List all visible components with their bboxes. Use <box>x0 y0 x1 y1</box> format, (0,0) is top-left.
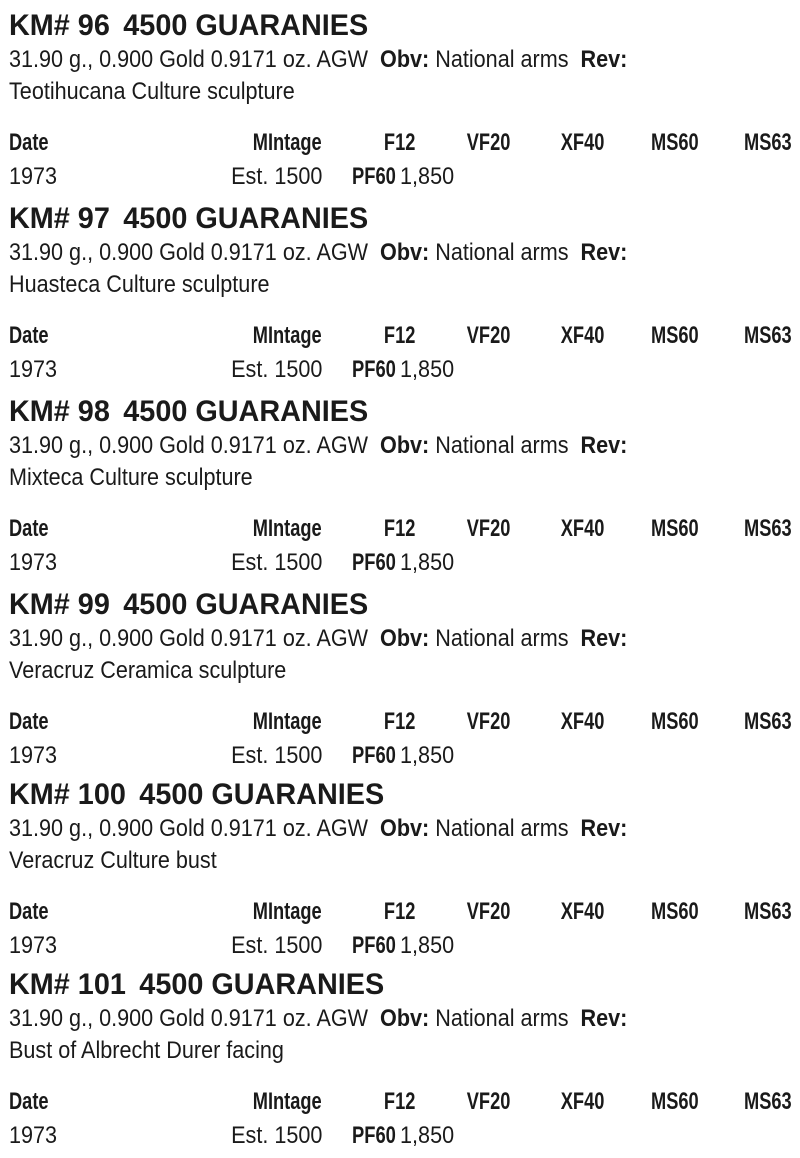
reverse-label: Rev: <box>580 432 628 459</box>
column-f12: F12 <box>383 322 415 349</box>
coin-entry <box>0 201 800 391</box>
column-ms63: MS63 <box>744 322 792 349</box>
row-mintage: Est. 1500 <box>230 549 322 576</box>
obverse-label: Obv: <box>380 625 430 652</box>
column-f12: F12 <box>383 515 415 542</box>
column-vf20: VF20 <box>466 1088 510 1115</box>
specs-text: 31.90 g., 0.900 Gold 0.9171 oz. AGW <box>9 1005 369 1032</box>
km-number: KM# 96 <box>9 9 110 42</box>
column-xf40: XF40 <box>560 129 604 156</box>
column-mintage: MIntage <box>253 515 322 542</box>
grade-header-row <box>0 705 800 739</box>
column-ms63: MS63 <box>744 129 792 156</box>
grade-header-row <box>0 895 800 929</box>
grade-header-row <box>0 126 800 160</box>
column-vf20: VF20 <box>466 129 510 156</box>
proof-price: 1,850 <box>400 356 455 383</box>
value-row <box>0 739 800 773</box>
column-ms63: MS63 <box>744 898 792 925</box>
row-date: 1973 <box>9 356 58 383</box>
column-ms60: MS60 <box>651 322 699 349</box>
reverse-text: Teotihucana Culture sculpture <box>9 78 295 105</box>
denomination: 4500 GUARANIES <box>139 968 385 1001</box>
km-number: KM# 100 <box>9 778 126 811</box>
proof-grade-label: PF60 <box>352 549 396 576</box>
column-date: Date <box>9 708 49 735</box>
grade-header-row <box>0 1085 800 1119</box>
denomination: 4500 GUARANIES <box>139 778 385 811</box>
obverse-text: National arms <box>435 1005 569 1032</box>
column-vf20: VF20 <box>466 898 510 925</box>
obverse-label: Obv: <box>380 1005 430 1032</box>
coin-entry <box>0 777 800 967</box>
row-proof-value <box>352 546 455 580</box>
column-xf40: XF40 <box>560 898 604 925</box>
coin-entry <box>0 967 800 1157</box>
proof-price: 1,850 <box>400 742 455 769</box>
column-date: Date <box>9 129 49 156</box>
column-date: Date <box>9 515 49 542</box>
row-mintage: Est. 1500 <box>230 932 322 959</box>
row-proof-value <box>352 739 455 773</box>
description-line-1 <box>9 623 720 655</box>
specs-text: 31.90 g., 0.900 Gold 0.9171 oz. AGW <box>9 815 369 842</box>
reverse-label: Rev: <box>580 625 628 652</box>
row-proof-value <box>352 160 455 194</box>
obverse-label: Obv: <box>380 815 430 842</box>
coin-description <box>9 237 799 301</box>
value-row <box>0 929 800 963</box>
reverse-label: Rev: <box>580 239 628 266</box>
coin-title <box>9 587 368 623</box>
coin-title <box>9 967 384 1003</box>
value-row <box>0 353 800 387</box>
obverse-text: National arms <box>435 239 569 266</box>
obverse-text: National arms <box>435 46 569 73</box>
coin-description <box>9 44 799 108</box>
row-mintage: Est. 1500 <box>230 1122 322 1149</box>
row-proof-value <box>352 1119 455 1153</box>
value-row <box>0 546 800 580</box>
row-proof-value <box>352 929 455 963</box>
obverse-text: National arms <box>435 815 569 842</box>
coin-entry <box>0 394 800 584</box>
value-row <box>0 1119 800 1153</box>
km-number: KM# 101 <box>9 968 126 1001</box>
column-mintage: MIntage <box>253 322 322 349</box>
proof-grade-label: PF60 <box>352 1122 396 1149</box>
reverse-text: Bust of Albrecht Durer facing <box>9 1037 284 1064</box>
coin-description <box>9 1003 799 1067</box>
row-mintage: Est. 1500 <box>230 356 322 383</box>
description-line-1 <box>9 237 720 269</box>
column-f12: F12 <box>383 129 415 156</box>
column-date: Date <box>9 322 49 349</box>
column-date: Date <box>9 1088 49 1115</box>
reverse-label: Rev: <box>580 815 628 842</box>
column-ms60: MS60 <box>651 1088 699 1115</box>
column-ms63: MS63 <box>744 708 792 735</box>
coin-description <box>9 430 799 494</box>
column-date: Date <box>9 898 49 925</box>
row-date: 1973 <box>9 742 58 769</box>
column-f12: F12 <box>383 1088 415 1115</box>
grade-header-row <box>0 512 800 546</box>
obverse-text: National arms <box>435 625 569 652</box>
row-date: 1973 <box>9 163 58 190</box>
specs-text: 31.90 g., 0.900 Gold 0.9171 oz. AGW <box>9 432 369 459</box>
obverse-text: National arms <box>435 432 569 459</box>
column-mintage: MIntage <box>253 129 322 156</box>
column-mintage: MIntage <box>253 708 322 735</box>
proof-grade-label: PF60 <box>352 742 396 769</box>
column-ms63: MS63 <box>744 515 792 542</box>
reverse-label: Rev: <box>580 46 628 73</box>
column-mintage: MIntage <box>253 1088 322 1115</box>
proof-grade-label: PF60 <box>352 932 396 959</box>
denomination: 4500 GUARANIES <box>123 588 369 621</box>
obverse-label: Obv: <box>380 239 430 266</box>
column-xf40: XF40 <box>560 708 604 735</box>
reverse-label: Rev: <box>580 1005 628 1032</box>
km-number: KM# 97 <box>9 202 110 235</box>
description-line-1 <box>9 1003 720 1035</box>
coin-title <box>9 777 384 813</box>
column-mintage: MIntage <box>253 898 322 925</box>
denomination: 4500 GUARANIES <box>123 395 369 428</box>
column-f12: F12 <box>383 898 415 925</box>
column-ms60: MS60 <box>651 129 699 156</box>
specs-text: 31.90 g., 0.900 Gold 0.9171 oz. AGW <box>9 46 369 73</box>
row-date: 1973 <box>9 549 58 576</box>
column-xf40: XF40 <box>560 1088 604 1115</box>
proof-price: 1,850 <box>400 1122 455 1149</box>
row-proof-value <box>352 353 455 387</box>
reverse-text: Huasteca Culture sculpture <box>9 271 270 298</box>
column-xf40: XF40 <box>560 322 604 349</box>
column-ms60: MS60 <box>651 708 699 735</box>
proof-grade-label: PF60 <box>352 163 396 190</box>
grade-header-row <box>0 319 800 353</box>
proof-price: 1,850 <box>400 932 455 959</box>
column-vf20: VF20 <box>466 322 510 349</box>
reverse-text: Veracruz Ceramica sculpture <box>9 657 287 684</box>
row-mintage: Est. 1500 <box>230 742 322 769</box>
row-mintage: Est. 1500 <box>230 163 322 190</box>
reverse-text: Veracruz Culture bust <box>9 847 217 874</box>
coin-description <box>9 813 799 877</box>
obverse-label: Obv: <box>380 46 430 73</box>
column-vf20: VF20 <box>466 708 510 735</box>
coin-title <box>9 201 368 237</box>
column-f12: F12 <box>383 708 415 735</box>
coin-description <box>9 623 799 687</box>
description-line-1 <box>9 813 720 845</box>
coin-title <box>9 394 368 430</box>
coin-entry <box>0 587 800 777</box>
description-line-1 <box>9 44 720 76</box>
coin-entry <box>0 8 800 198</box>
specs-text: 31.90 g., 0.900 Gold 0.9171 oz. AGW <box>9 239 369 266</box>
column-ms60: MS60 <box>651 898 699 925</box>
row-date: 1973 <box>9 1122 58 1149</box>
obverse-label: Obv: <box>380 432 430 459</box>
column-vf20: VF20 <box>466 515 510 542</box>
value-row <box>0 160 800 194</box>
proof-price: 1,850 <box>400 163 455 190</box>
column-ms60: MS60 <box>651 515 699 542</box>
km-number: KM# 99 <box>9 588 110 621</box>
km-number: KM# 98 <box>9 395 110 428</box>
coin-title <box>9 8 368 44</box>
column-ms63: MS63 <box>744 1088 792 1115</box>
proof-grade-label: PF60 <box>352 356 396 383</box>
proof-price: 1,850 <box>400 549 455 576</box>
description-line-1 <box>9 430 720 462</box>
reverse-text: Mixteca Culture sculpture <box>9 464 253 491</box>
row-date: 1973 <box>9 932 58 959</box>
denomination: 4500 GUARANIES <box>123 202 369 235</box>
specs-text: 31.90 g., 0.900 Gold 0.9171 oz. AGW <box>9 625 369 652</box>
denomination: 4500 GUARANIES <box>123 9 369 42</box>
column-xf40: XF40 <box>560 515 604 542</box>
